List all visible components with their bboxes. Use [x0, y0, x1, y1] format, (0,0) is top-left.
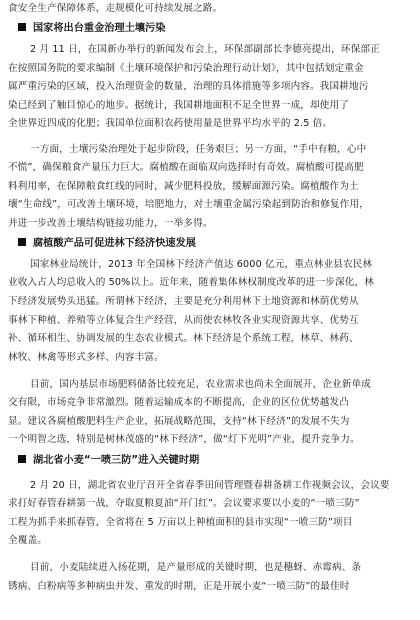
square-bullet-icon — [18, 238, 26, 246]
paragraph-line: 业收入占人均总收入的 50%以上。近年来，随着集体林权制度改革的进一步深化，林 — [8, 277, 375, 288]
section3-title: 湖北省小麦“一喷三防”进入关键时期 — [33, 455, 200, 466]
paragraph-line: 下经济发展势头迅猛。所谓林下经济，主要是充分利用林下土地资源和林荫优势从 — [8, 296, 359, 307]
section1-title: 国家将出台重金治理土壤污染 — [33, 23, 166, 34]
paragraph-line: 2 月 20 日，湖北省农业厅召开全省春季田间管理暨春耕备耕工作视频会议，会议要 — [30, 480, 390, 491]
section1-heading — [18, 22, 165, 36]
paragraph-line: 显。建议各腐植酸肥料生产企业，拓展战略范围，支持“林下经济”的发展不失为 — [8, 416, 350, 427]
paragraph-line: 补、循环相生、协调发展的生态农业模式。林下经济是个系统工程，林草、林药、 — [8, 333, 359, 344]
paragraph-line: 锈病、白粉病等多种病虫并发、重发的时期，正是开展小麦“一喷三防”的最佳时 — [8, 581, 350, 592]
paragraph-line: 2 月 11 日，在国新办举行的新闻发布会上，环保部副部长李德亮提出，环保部正 — [30, 44, 380, 55]
paragraph-line: 不慌”，确保粮食产量压力巨大。腐植酸在面临双向选择时有奇效。腐植酸可提高肥 — [8, 162, 364, 173]
paragraph-line: 染已经到了触目惊心的地步。据统计，我国耕地面积不足全世界一成，却使用了 — [8, 100, 350, 111]
paragraph-line: 事林下种植、养殖等立体复合生产经营，从而使农林牧各业实现资源共享、优势互 — [8, 315, 359, 326]
paragraph-line: 林牧、林禽等形式多样、内容丰富。 — [8, 352, 164, 363]
paragraph-line: 工程为抓手来抓春管，全省将在 5 万亩以上种植面积的县市实现“一喷三防”项目 — [8, 517, 353, 528]
square-bullet-icon — [18, 455, 26, 463]
paragraph-line: 一方面，土壤污染治理处于起步阶段，任务艰巨；另一方面，“手中有粮，心中 — [30, 144, 367, 155]
section3-heading — [18, 454, 199, 468]
paragraph-line: 属严重污染的区域，投入治理资金的数量，治理的具体措施等多项内容。我国耕地污 — [8, 81, 369, 92]
paragraph-line: 并进一步改善土壤结构链接功能力，一举多得。 — [8, 218, 213, 229]
section2-heading — [18, 237, 196, 251]
paragraph-line: 交有限，市场竞争非常激烈。随着运输成本的不断提高，企业的区位优势越发凸 — [8, 397, 350, 408]
square-bullet-icon — [18, 23, 26, 31]
paragraph-line: 料利用率，在保障粮食红线的同时，减少肥料投放，缓解面源污染。腐植酸作为土 — [8, 181, 359, 192]
paragraph-line: 全世界近四成的化肥；我国单位面积农药使用量是世界平均水平的 2.5 倍。 — [8, 118, 333, 129]
section2-title: 腐植酸产品可促进林下经济快速发展 — [33, 238, 196, 249]
intro-line: 食安全生产保障体系，走规模化可持续发展之路。 — [8, 3, 223, 14]
paragraph-line: 国家林业局统计，2013 年全国林下经济产值达 6000 亿元，重点林业县农民林 — [30, 259, 373, 270]
paragraph-line: 求打好春管春耕第一战，夺取夏粮夏油“开门红”。会议要求要以小麦的“一喷三防” — [8, 498, 360, 509]
paragraph-line: 壤“生命线”，可改善土壤环境，培肥地力，对土壤重金属污染起到防治和修复作用， — [8, 199, 370, 210]
paragraph-line: 全覆盖。 — [8, 535, 47, 546]
paragraph-line: 目前，国内基层市场肥料储备比较充足，农业需求也尚未全面展开，企业新单成 — [30, 379, 372, 390]
paragraph-line: 一个明智之选，特别是树林茂盛的“林下经济”，做“灯下光明”产业，提升竞争力。 — [8, 434, 360, 445]
paragraph-line: 目前，小麦陆续进入扬花期，是产量形成的关键时期，也是穗蚜、赤霉病、条 — [30, 562, 362, 573]
paragraph-line: 在按照国务院的要求编制《土壤环境保护和污染治理行动计划》，其中包括划定重金 — [8, 63, 364, 74]
